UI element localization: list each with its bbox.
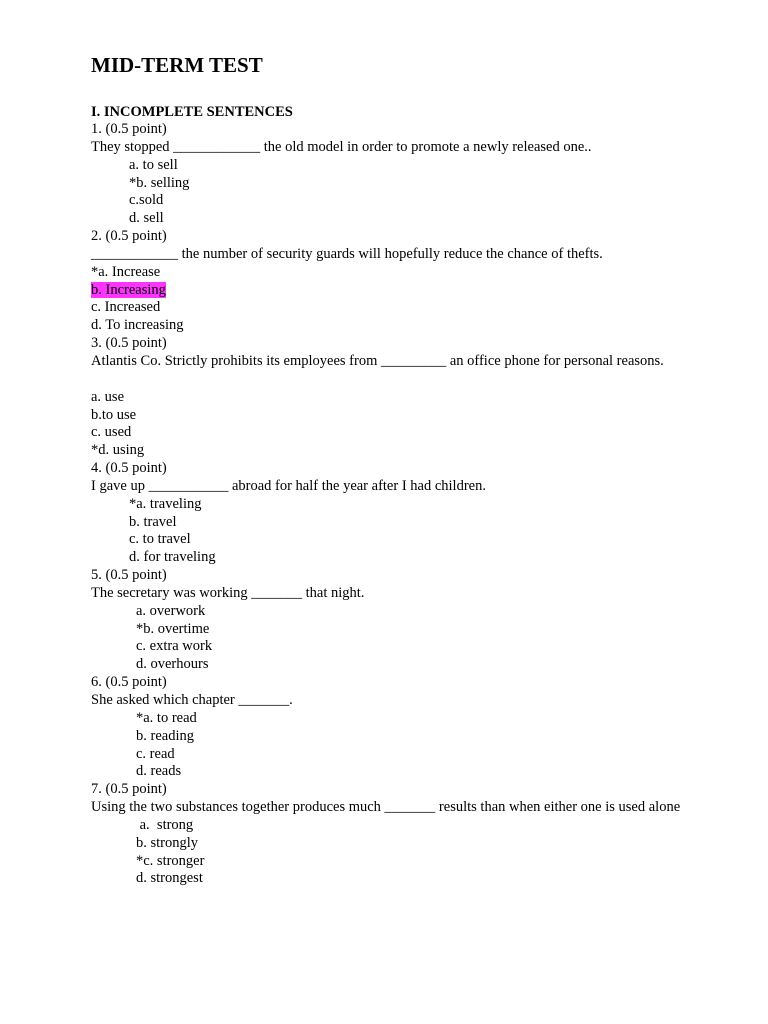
question-6-option-a: *a. to read	[136, 709, 197, 726]
question-5-prompt: The secretary was working _______ that night.	[91, 584, 365, 601]
question-7-option-d: d. strongest	[136, 870, 203, 887]
question-6-header: 6. (0.5 point)	[91, 674, 167, 691]
question-2-option-a: *a. Increase	[91, 263, 161, 280]
question-2-option-d: d. To increasing	[91, 317, 184, 334]
question-1-header: 1. (0.5 point)	[91, 121, 167, 137]
question-6-option-d: d. reads	[136, 763, 182, 780]
question-2-option-c: c. Increased	[91, 299, 161, 316]
question-1-option-a: a. to sell	[129, 156, 178, 173]
question-1-prompt: They stopped ____________ the old model in order to promote a newly released one..	[91, 138, 592, 155]
question-2-header: 2. (0.5 point)	[91, 228, 167, 245]
question-3-option-b: b.to use	[91, 406, 137, 423]
question-4-prompt: I gave up ___________ abroad for half the year after I had children.	[91, 477, 486, 494]
question-6-prompt: She asked which chapter _______.	[91, 692, 293, 708]
question-7-prompt: Using the two substances together produces much _______ results than when either one is used alone	[91, 799, 681, 816]
question-7-option-b: b. strongly	[136, 834, 199, 851]
question-5-header: 5. (0.5 point)	[91, 567, 167, 584]
question-3-header: 3. (0.5 point)	[91, 335, 167, 352]
question-5-option-d: d. overhours	[136, 656, 209, 673]
question-3-option-a: a. use	[91, 388, 125, 405]
question-1-option-b: *b. selling	[129, 174, 190, 191]
question-6-option-b: b. reading	[136, 727, 194, 744]
question-1-option-c: c.sold	[129, 192, 164, 209]
section-heading: I. INCOMPLETE SENTENCES	[91, 104, 293, 120]
question-6-option-c: c. read	[136, 745, 175, 762]
question-4-option-b: b. travel	[129, 513, 177, 530]
question-4-option-a: *a. traveling	[129, 495, 202, 512]
question-2-prompt: ____________ the number of security guards will hopefully reduce the chance of thefts.	[91, 245, 603, 262]
question-2-option-b-highlighted: b. Increasing	[91, 281, 166, 298]
question-4-option-d: d. for traveling	[129, 549, 216, 566]
question-3-prompt: Atlantis Co. Strictly prohibits its employees from _________ an office phone for personal reasons.	[91, 352, 664, 369]
page-title: MID-TERM TEST	[91, 53, 263, 77]
question-4-header: 4. (0.5 point)	[91, 460, 167, 477]
question-7-option-a: a. strong	[136, 816, 194, 833]
question-5-option-b: *b. overtime	[136, 620, 210, 637]
question-7-header: 7. (0.5 point)	[91, 781, 167, 798]
question-3-option-d: *d. using	[91, 442, 145, 459]
blank-line	[91, 371, 681, 389]
question-5-option-c: c. extra work	[136, 638, 213, 655]
question-1-option-d: d. sell	[129, 210, 164, 227]
question-4-option-c: c. to travel	[129, 531, 191, 548]
question-5-option-a: a. overwork	[136, 602, 206, 619]
question-3-option-c: c. used	[91, 424, 132, 441]
question-list	[91, 121, 681, 888]
question-7-option-c: *c. stronger	[136, 852, 205, 869]
